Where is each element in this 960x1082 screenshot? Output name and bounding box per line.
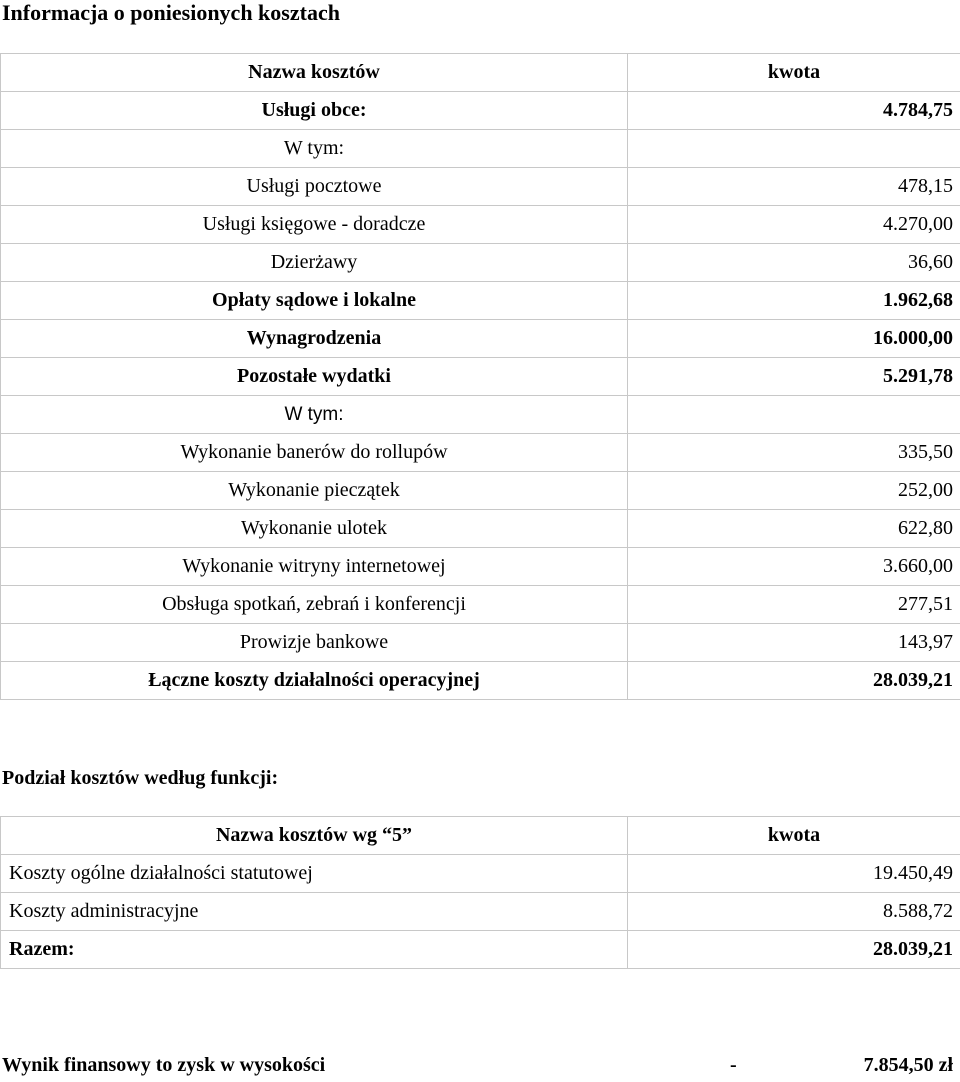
cost-amount-cell: 4.270,00 xyxy=(628,206,960,244)
cost-amount-cell xyxy=(628,130,960,168)
header-cost-name: Nazwa kosztów xyxy=(1,54,628,92)
cost-name-cell: Usługi pocztowe xyxy=(1,168,628,206)
cost-name-cell: Wykonanie witryny internetowej xyxy=(1,548,628,586)
table-total-row xyxy=(1,662,960,700)
table-row xyxy=(1,472,960,510)
result-dash: - xyxy=(730,1054,737,1076)
table-row xyxy=(1,92,960,130)
table-row xyxy=(1,358,960,396)
result-amount: 7.854,50 zł xyxy=(863,1054,953,1076)
table-row xyxy=(1,282,960,320)
header-amount: kwota xyxy=(628,817,960,855)
cost-name-cell: Usługi obce: xyxy=(1,92,628,130)
cost-amount-cell: 143,97 xyxy=(628,624,960,662)
function-amount-cell: 8.588,72 xyxy=(628,893,960,931)
cost-name-cell: W tym: xyxy=(1,396,628,434)
total-label-cell: Razem: xyxy=(1,931,628,969)
function-amount-cell: 19.450,49 xyxy=(628,855,960,893)
cost-name-cell: Opłaty sądowe i lokalne xyxy=(1,282,628,320)
total-amount-cell: 28.039,21 xyxy=(628,931,960,969)
table-row xyxy=(1,893,960,931)
cost-amount-cell: 1.962,68 xyxy=(628,282,960,320)
cost-amount-cell xyxy=(628,396,960,434)
cost-amount-cell: 16.000,00 xyxy=(628,320,960,358)
cost-amount-cell: 36,60 xyxy=(628,244,960,282)
total-amount-cell: 28.039,21 xyxy=(628,662,960,700)
table-row xyxy=(1,244,960,282)
table-header-row xyxy=(1,817,960,855)
cost-amount-cell: 478,15 xyxy=(628,168,960,206)
page-title: Informacja o poniesionych kosztach xyxy=(2,0,340,25)
cost-name-cell: Prowizje bankowe xyxy=(1,624,628,662)
cost-amount-cell: 5.291,78 xyxy=(628,358,960,396)
total-label-cell: Łączne koszty działalności operacyjnej xyxy=(1,662,628,700)
cost-name-cell: Pozostałe wydatki xyxy=(1,358,628,396)
cost-name-cell: Wykonanie banerów do rollupów xyxy=(1,434,628,472)
table-row xyxy=(1,130,960,168)
cost-name-cell: Wykonanie ulotek xyxy=(1,510,628,548)
costs-table xyxy=(0,53,960,700)
table-row xyxy=(1,168,960,206)
table-row xyxy=(1,548,960,586)
cost-amount-cell: 3.660,00 xyxy=(628,548,960,586)
header-cost-name: Nazwa kosztów wg “5” xyxy=(1,817,628,855)
table-row xyxy=(1,396,960,434)
cost-name-cell: W tym: xyxy=(1,130,628,168)
table-row xyxy=(1,510,960,548)
cost-name-cell: Wynagrodzenia xyxy=(1,320,628,358)
result-label: Wynik finansowy to zysk w wysokości xyxy=(2,1054,326,1076)
cost-amount-cell: 252,00 xyxy=(628,472,960,510)
table-total-row xyxy=(1,931,960,969)
cost-amount-cell: 335,50 xyxy=(628,434,960,472)
cost-name-cell: Obsługa spotkań, zebrań i konferencji xyxy=(1,586,628,624)
function-name-cell: Koszty administracyjne xyxy=(1,893,628,931)
cost-name-cell: Dzierżawy xyxy=(1,244,628,282)
functions-section-title: Podział kosztów według funkcji: xyxy=(2,767,279,789)
cost-amount-cell: 277,51 xyxy=(628,586,960,624)
table-header-row xyxy=(1,54,960,92)
header-amount: kwota xyxy=(628,54,960,92)
functions-table xyxy=(0,816,960,969)
table-row xyxy=(1,206,960,244)
function-name-cell: Koszty ogólne działalności statutowej xyxy=(1,855,628,893)
table-row xyxy=(1,434,960,472)
cost-name-cell: Wykonanie pieczątek xyxy=(1,472,628,510)
table-row xyxy=(1,586,960,624)
table-row xyxy=(1,320,960,358)
cost-name-cell: Usługi księgowe - doradcze xyxy=(1,206,628,244)
cost-amount-cell: 4.784,75 xyxy=(628,92,960,130)
table-row xyxy=(1,624,960,662)
table-row xyxy=(1,855,960,893)
cost-amount-cell: 622,80 xyxy=(628,510,960,548)
